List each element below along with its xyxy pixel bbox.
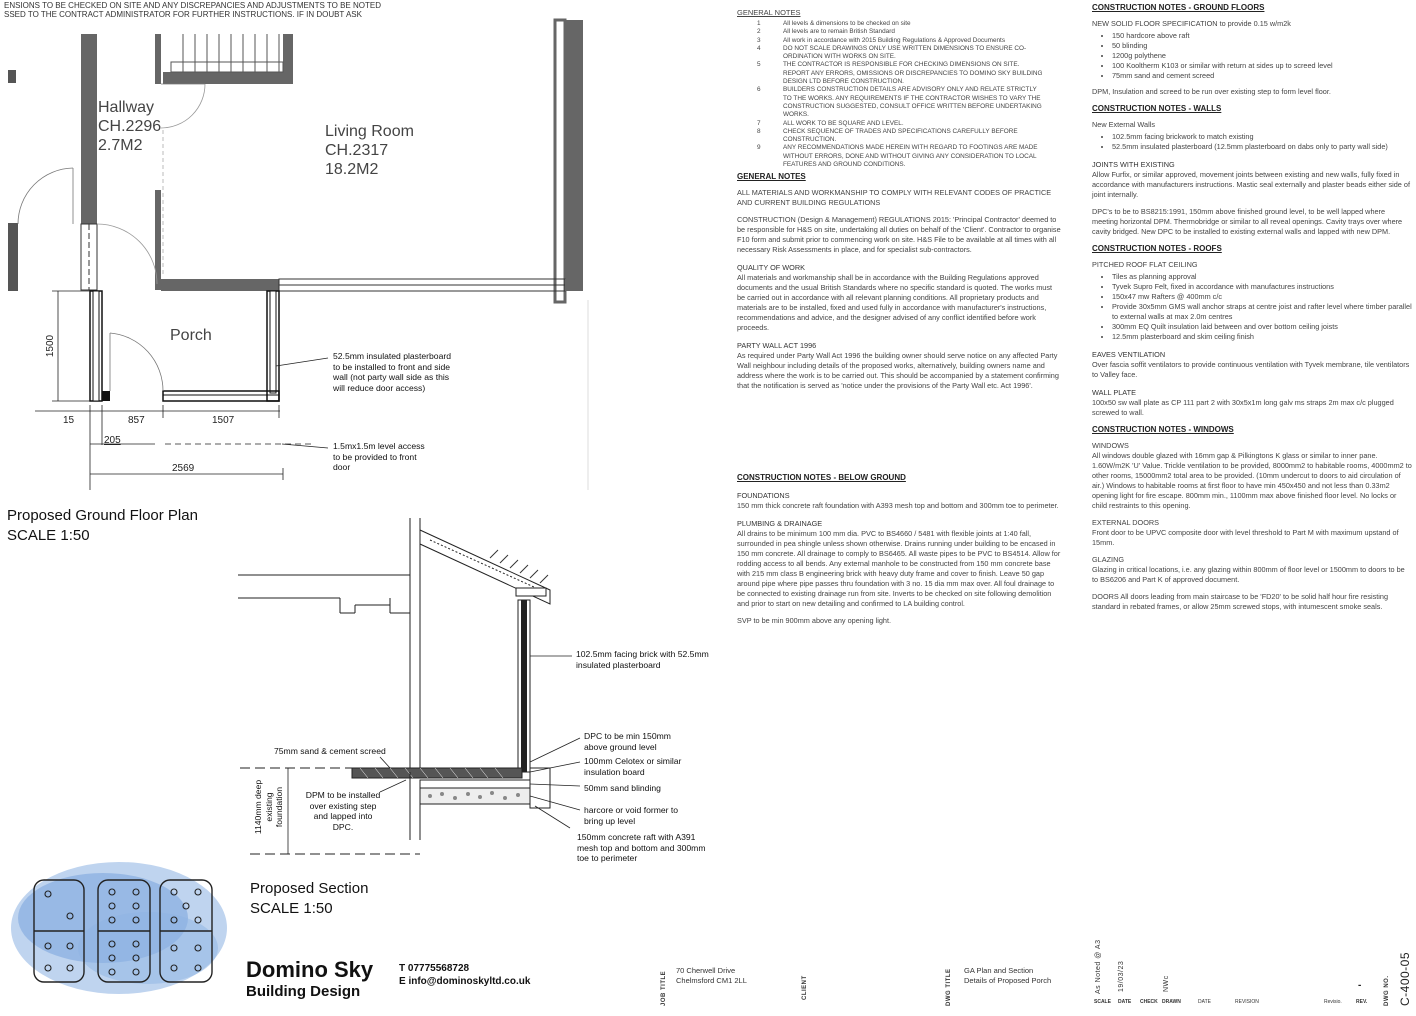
list-item: • 75mm sand and cement screed: [1112, 71, 1412, 81]
roofs-heading: CONSTRUCTION NOTES - ROOFS: [1092, 244, 1222, 253]
dwg-no-label: DWG NO.: [1384, 975, 1390, 1006]
job-address: [676, 966, 747, 986]
client-label: CLIENT: [802, 975, 808, 1000]
plan-scale: SCALE 1:50: [7, 527, 90, 544]
hallway-area: 2.7M2: [98, 137, 143, 154]
company-brand: [246, 958, 373, 1002]
windows-subheading: WINDOWS: [1092, 441, 1129, 450]
ground-floors-intro: NEW SOLID FLOOR SPECIFICATION to provide 0.15 w/m2k: [1092, 19, 1291, 28]
roofs-list: [1092, 272, 1412, 342]
walls-list: [1092, 132, 1412, 152]
general-notes-cdm: CONSTRUCTION (Design & Management) REGULATIONS 2015: 'Principal Contractor' deemed to be responsible for H&S on site, undertaking all duties on behalf of the 'Client'. Contractor to organise F10 form and submit prior to commencing work on site. H&S File to be available at all times with all necessary Risk Assessments in place, and for specialist sub-contractors.: [737, 215, 1061, 254]
list-item: • 12.5mm plasterboard and skim ceiling finish: [1112, 332, 1412, 342]
eaves-text: Over fascia soffit ventilators to provide continuous ventilation with Tyvek membrane, tile ventilators to Valley face.: [1092, 360, 1410, 379]
sand-blinding-note: 50mm sand blinding: [584, 783, 661, 793]
walls-heading: CONSTRUCTION NOTES - WALLS: [1092, 104, 1222, 113]
quality-heading: QUALITY OF WORK: [737, 263, 805, 272]
list-item: 2 All levels are to remain British Standard: [757, 28, 895, 36]
porch-label: Porch: [170, 327, 212, 344]
screed-note: 75mm sand & cement screed: [274, 746, 386, 756]
rev-value: -: [1358, 980, 1362, 991]
pitched-roof-heading: PITCHED ROOF FLAT CEILING: [1092, 260, 1198, 269]
list-item: 5 THE CONTRACTOR IS RESPONSIBLE FOR CHECKING DIMENSIONS ON SITE. REPORT ANY ERRORS, OMISSIONS OR DISCREPANCIES TO DOMINO SKY BUILDING DESIGN LTD BEFORE CONSTRUCTION.: [757, 61, 1043, 86]
header-note-line-2: SSED TO THE CONTRACT ADMINISTRATOR FOR FURTHER INSTRUCTIONS. IF IN DOUBT ASK: [4, 10, 362, 19]
list-item: • Tiles as planning approval: [1112, 272, 1412, 282]
list-item: 3 All work in accordance with 2015 Building Regulations & Approved Documents: [757, 36, 1006, 44]
plan-title-block: [7, 506, 198, 546]
wall-plate-text: 100x50 sw wall plate as CP 111 part 2 with 30x5x1m long galv ms straps 2m max c/c plugged screwed to wall.: [1092, 398, 1394, 417]
dwg-no: C-400-05: [1398, 951, 1412, 1006]
list-item: • 102.5mm facing brickwork to match existing: [1112, 132, 1412, 142]
address-line-1: 70 Cherwell Drive: [676, 966, 736, 975]
ground-floors-list: [1092, 31, 1412, 81]
dwg-title-line-1: GA Plan and Section: [964, 966, 1034, 975]
address-line-2: Chelmsford CM1 2LL: [676, 976, 747, 985]
dwg-title-line-2: Details of Proposed Porch: [964, 976, 1052, 985]
ground-floors-outro: DPM, Insulation and screed to be run over existing step to form level floor.: [1092, 87, 1331, 96]
foundations-heading: FOUNDATIONS: [737, 491, 790, 500]
plan-title: Proposed Ground Floor Plan: [7, 507, 198, 524]
dim-857: 857: [128, 415, 145, 426]
svp-text: SVP to be min 900mm above any opening light.: [737, 616, 892, 625]
glazing-heading: GLAZING: [1092, 555, 1125, 564]
drawn-label: DRAWN: [1162, 999, 1181, 1005]
joints-heading: JOINTS WITH EXISTING: [1092, 160, 1175, 169]
raft-note: 150mm concrete raft with A391 mesh top and bottom and 300mm toe to perimeter: [577, 832, 706, 863]
plasterboard-note: 52.5mm insulated plasterboard to be installed to front and side wall (not party wall side as this will reduce door access): [333, 351, 451, 393]
company-name: Domino Sky: [246, 957, 374, 982]
hallway-name: Hallway: [98, 99, 155, 116]
list-item: 8 CHECK SEQUENCE OF TRADES AND SPECIFICATIONS CAREFULLY BEFORE CONSTRUCTION.: [757, 127, 1018, 144]
list-item: • 50 blinding: [1112, 41, 1412, 51]
revision-label: REVISION: [1235, 999, 1259, 1005]
dpc-text: DPC's to be to BS8215:1991, 150mm above finished ground level, to be well lapped where meeting horizontal DPM. Thermobridge or similar to all reveal openings. Cavity trays over where cavity bridged. New DPC to be installed to existing external walls and lapped with new DPM.: [1092, 207, 1403, 236]
list-item: • 1200g polythene: [1112, 51, 1412, 61]
general-notes-numbered: [737, 8, 1047, 175]
external-doors-text: Front door to be UPVC composite door with level threshold to Part M with maximum upstand of 15mm.: [1092, 528, 1399, 547]
facing-brick-note: 102.5mm facing brick with 52.5mm insulated plasterboard: [576, 649, 709, 670]
company-subtitle: Building Design: [246, 983, 361, 1000]
dim-1500: 1500: [45, 334, 56, 358]
company-phone: T 07775568728: [399, 963, 470, 974]
party-wall-heading: PARTY WALL ACT 1996: [737, 341, 817, 350]
header-note-line-1: ENSIONS TO BE CHECKED ON SITE AND ANY DISCREPANCIES AND ADJUSTMENTS TO BE NOTED: [4, 1, 381, 10]
numbered-notes-list: [737, 20, 1047, 169]
dim-1507: 1507: [212, 415, 235, 426]
drawn-value: NWc: [1163, 975, 1170, 992]
domino-logo: [8, 858, 230, 1000]
list-item: • Provide 30x5mm GMS wall anchor straps at centre joist and rafter level where timber parallel to external walls at max 2.0m centres: [1112, 302, 1412, 322]
level-access-note: 1.5mx1.5m level access to be provided to front door: [333, 441, 425, 472]
windows-heading: CONSTRUCTION NOTES - WINDOWS: [1092, 425, 1234, 434]
doors-text: DOORS All doors leading from main staircase to be 'FD20' to be solid half hour fire resisting standard in rebated frames, or allow 25mm screwed stops, with intumescent smoke seals.: [1092, 592, 1389, 611]
windows-text: All windows double glazed with 16mm gap & Pilkingtons K glass or similar to inner pane. 1.60W/m2K 'U' Value. Trickle ventilation to be provided, 8000mm2 to habitable rooms, 4000mm2 to other rooms, 15000mm2 total area to be provided. (10mm undercut to doors to aid circulation of air.) Windows to habitable rooms at first floor to have min 450x450 and not less than 0.33m2 opening light for fire escape. 800mm min., 1100mm max above finished floor level. No locks or child restraints to this opening.: [1092, 451, 1412, 510]
company-email: E info@dominoskyltd.co.uk: [399, 976, 531, 987]
list-item: • 52.5mm insulated plasterboard (12.5mm plasterboard on dabs only to party wall side): [1112, 142, 1412, 152]
section-title-block: [250, 879, 368, 919]
living-room-code: CH.2317: [325, 142, 389, 159]
quality-text: All materials and workmanship shall be in accordance with the Building Regulations approved documents and the usual British Standards where no specific standard is quoted. The works must be carried out in accordance with all relevant planning conditions. All proprietary products and materials are to be installed, fixed and used fully in accordance with manufacturer's instructions, recommendations and advice, and the designer advised of any conflict identified before work proceeds.: [737, 273, 1053, 332]
living-room-label: [325, 122, 414, 179]
dpm-note: DPM to be installed over existing step and lapped into DPC.: [305, 790, 381, 832]
dwg-title-label: DWG TITLE: [946, 968, 952, 1006]
ground-floor-notes: [1092, 3, 1412, 619]
list-item: 4 DO NOT SCALE DRAWINGS ONLY USE WRITTEN DIMENSIONS TO ENSURE CO-ORDINATION WITH WORKS ON SITE.: [757, 44, 1027, 61]
company-contact: [399, 962, 530, 988]
date2-label: DATE: [1198, 999, 1211, 1005]
wall-plate-heading: WALL PLATE: [1092, 388, 1136, 397]
list-item: 1 All levels & dimensions to be checked on site: [757, 20, 911, 27]
list-item: • 100 Kooltherm K103 or similar with return at sides up to screed level: [1112, 61, 1412, 71]
below-ground-notes: [737, 473, 1062, 633]
list-item: • 150 hardcore above raft: [1112, 31, 1412, 41]
plumbing-text: All drains to be minimum 100 mm dia. PVC to BS4660 / 5481 with flexible joints at 1:40 fall, surrounded in pea shingle unless shown otherwise. Drains running under building to be encased in 150 mm concrete. All drainage to comply to BS6465. All waste pipes to be PVC to BS4514. Allow for rodding access to all bends. Any external manhole to be constructed from 150 mm concrete base with 215 mm class B engineering brick with heavy duty frame and cover to finish. Leave 50 gap around pipe where pipe passes thru foundation with 3 no. 15 dia mm max over. All foul drainage to be connected to existing drainage run from site. Inverts to be checked on site following demolition and prior to start on new detailing and confirmed to LA building control.: [737, 529, 1061, 608]
revision-short-label: Revisio.: [1324, 999, 1342, 1005]
section-scale: SCALE 1:50: [250, 900, 333, 917]
hardcore-note: harcore or void former to bring up level: [584, 805, 679, 826]
scale-label: SCALE: [1094, 999, 1111, 1005]
scale-value: As Noted @ A3: [1095, 939, 1102, 994]
dpc-note: DPC to be min 150mm above ground level: [584, 731, 671, 752]
list-item: • 150x47 mw Rafters @ 400mm c/c: [1112, 292, 1412, 302]
numbered-notes-heading: GENERAL NOTES: [737, 8, 801, 17]
check-label: CHECK: [1140, 999, 1158, 1005]
below-ground-heading: CONSTRUCTION NOTES - BELOW GROUND: [737, 473, 906, 482]
eaves-heading: EAVES VENTILATION: [1092, 350, 1166, 359]
external-doors-heading: EXTERNAL DOORS: [1092, 518, 1160, 527]
joints-text: Allow Furfix, or similar approved, movement joints between existing and new walls, fully fixed in accordance with manufacturers instructions. Mastic seal externally and plaster beads either side of joint internally.: [1092, 170, 1410, 199]
foundation-note: 1140mm deep existing foundation: [253, 779, 284, 835]
list-item: 9 ANY RECOMMENDATIONS MADE HEREIN WITH REGARD TO FOOTINGS ARE MADE WITHOUT ERRORS, DONE AND WITHOUT GIVING ANY CONSIDERATION TO LOCAL FEATURES AND GROUND CONDITIONS.: [757, 144, 1038, 169]
list-item: 6 BUILDERS CONSTRUCTION DETAILS ARE ADVISORY ONLY AND RELATE STRICTLY TO THE WORKS. ANY REQUIREMENTS IF THE CONTRACTOR WISHES TO VARY THE CONSTRUCTION SUGGESTED, CONSULT OFFICE WRITTEN BEFORE UNDERTAKING WORKS.: [757, 86, 1042, 119]
general-notes-heading: GENERAL NOTES: [737, 172, 806, 181]
list-item: • Tyvek Supro Felt, fixed in accordance with manufactures instructions: [1112, 282, 1412, 292]
date-value: 19/03/23: [1118, 960, 1125, 992]
list-item: • 300mm EQ Quilt insulation laid between and over bottom ceiling joists: [1112, 322, 1412, 332]
plumbing-heading: PLUMBING & DRAINAGE: [737, 519, 823, 528]
party-wall-text: As required under Party Wall Act 1996 the building owner should serve notice on any affected Party Wall neighbour including details of the proposed works, alternatively, building owners name and address where the work is to be carried out. This should be accompanied by a statement confirming that the notification is served as 'notice under the provisions of the Party Wall etc. Act 1996'.: [737, 351, 1059, 390]
dwg-title: [964, 966, 1051, 986]
ground-floor-plan-drawing: [0, 0, 720, 500]
living-room-area: 18.2M2: [325, 161, 379, 178]
dim-205: 205: [104, 435, 121, 446]
list-item: 7 ALL WORK TO BE SQUARE AND LEVEL.: [757, 119, 904, 127]
section-title: Proposed Section: [250, 880, 369, 897]
general-notes: [737, 172, 1062, 398]
date-label: DATE: [1118, 999, 1132, 1005]
glazing-text: Glazing in critical locations, i.e. any glazing within 800mm of floor level or 1500mm to doors to be to BS6206 and Part K of approved document.: [1092, 565, 1405, 584]
celotex-note: 100mm Celotex or similar insulation board: [584, 756, 682, 777]
new-external-walls: New External Walls: [1092, 120, 1155, 129]
dim-15: 15: [63, 415, 75, 426]
living-room-name: Living Room: [325, 123, 414, 140]
dim-2569: 2569: [172, 463, 195, 474]
hallway-code: CH.2296: [98, 118, 162, 135]
job-title-label: JOB TITLE: [661, 970, 667, 1006]
ground-floors-heading: CONSTRUCTION NOTES - GROUND FLOORS: [1092, 3, 1265, 12]
rev-label: REV.: [1356, 999, 1368, 1005]
hallway-label: [98, 98, 161, 155]
general-notes-materials: ALL MATERIALS AND WORKMANSHIP TO COMPLY WITH RELEVANT CODES OF PRACTICE AND CURRENT BUILDING REGULATIONS: [737, 188, 1052, 207]
foundations-text: 150 mm thick concrete raft foundation with A393 mesh top and bottom and 300mm toe to perimeter.: [737, 501, 1059, 510]
